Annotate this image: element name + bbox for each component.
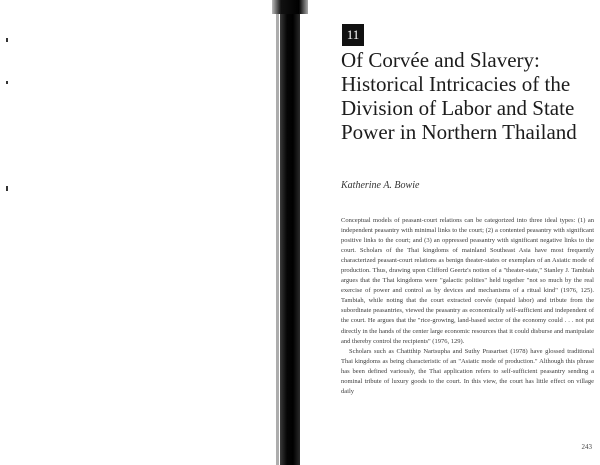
body-paragraph: Conceptual models of peasant-court relations can be categorized into three ideal types: (1) an independent peasantry with minimal links to the court; (2) a contented peasantry with significant positive links to the court; and (3) an oppressed peasantry with significant negative links to the court. Scholars of the Thai kingdoms of mainland Southeast Asia have most frequently characterized peasant-court relations as benign theater-states or exemplars of an Asiatic mode of production. Thus, drawing upon Clifford Geertz's notion of a "theater-state," Stanley J. Tambiah argues that the Thai kingdoms were "galactic polities" held together "not so much by the real exercise of power and control as by devices and mechanisms of a ritual kind" (1976, 125). Tambiah, while noting that the court extracted corvée (unpaid labor) and tribute from the subordinate peasantries, viewed the peasantry as economically self-sufficient and independent of the court. He argues that the "rice-growing, land-based sector of the economy could . . . not put directly in the hands of the center large economic resources that it could disburse and manipulate and thereby control the recipients" (1976, 129). [341,217,594,345]
scan-speck [6,38,8,42]
body-paragraph: Scholars such as Chattthip Nartsupha and Suthy Prasartset (1978) have glossed traditional Thai kingdoms as being characteristic of an "Asiatic mode of production." Although this phrase has been defined variously, the Thai application refers to self-sufficient peasantry sending a nominal tribute of luxury goods to the court. In this view, the court has little effect on village daily [341,347,594,395]
left-page [0,0,290,465]
chapter-number-badge: 11 [342,24,364,46]
right-page [310,0,600,465]
chapter-author: Katherine A. Bowie [341,180,420,191]
scan-speck [6,81,8,84]
chapter-title: Of Corvée and Slavery: Historical Intricacies of the Division of Labor and State Power in Northern Thailand [341,48,577,144]
page-number: 243 [581,443,592,451]
scan-speck [6,186,8,191]
chapter-body [341,216,594,397]
book-gutter [268,0,308,465]
